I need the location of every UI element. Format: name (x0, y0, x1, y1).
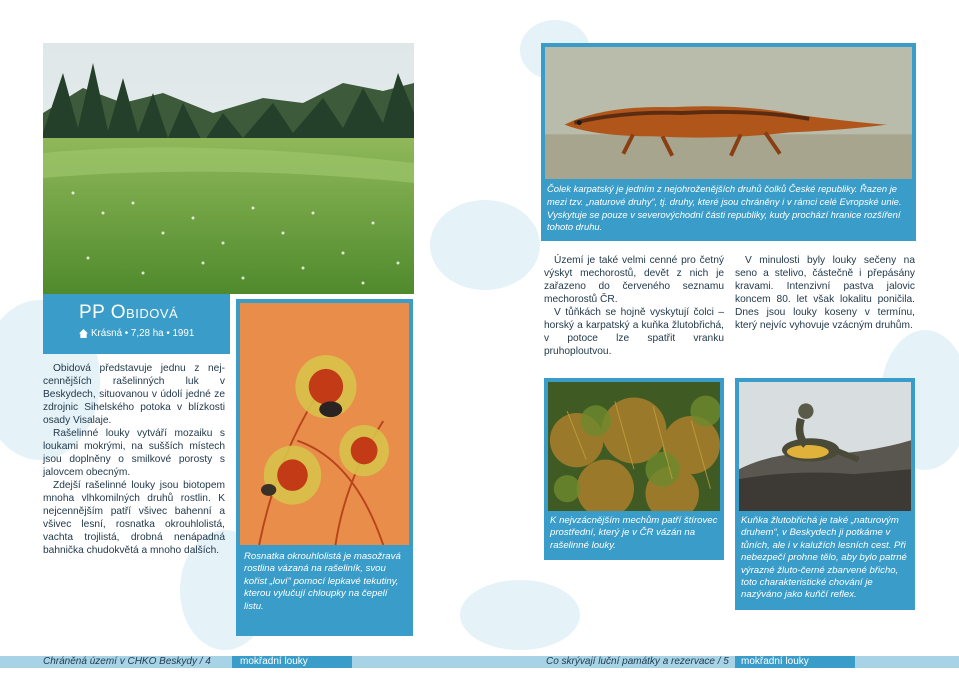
splash-decoration (460, 580, 580, 650)
meadow-photo (43, 43, 414, 294)
moss-photo (544, 378, 724, 511)
sundew-caption-box (236, 545, 413, 636)
reserve-title: PP Obidová (79, 302, 179, 323)
moss-caption: K nejvzácnějším mechům patří štírovec prostřední, který je v ČR vázán na rašelinné louky. (550, 515, 718, 551)
toad-caption: Kuňka žlutobřichá je také „naturovým druhem“, v Beskydech ji potkáme v tůních, ale i v kalužích lesních cest. Při nebezpečí prohne tělo, aby bylo patrné výrazné žluto-černé zbarvené břicho, toto charakteristické chování je nazýváno jako kuňčí reflex. (741, 515, 907, 601)
intro-paragraph: Obidová představuje jednu z nej-cennějších rašelinných luk v Beskydech, situovanou v údolí jedné ze zdrojnic Sihelského potoka v blízkosti osady Visalaje. (43, 363, 225, 426)
column-one-paragraph: Území je také velmi cenné pro četný výskyt mechorostů, devět z nich je zařazeno do červeného seznamu mechorostů ČR. (544, 255, 724, 305)
intro-text (43, 362, 225, 557)
newt-caption: Čolek karpatský je jedním z nejohroženějších druhů čolků České republiky. Řazen je mezi tzv. „naturové druhy“, tj. druhy, které jsou chráněny i v rámci celé Evropské unie. Vyskytuje se pouze v severovýchodní části republiky, kudy prochází hranice rozšíření tohoto druhu. (547, 183, 902, 233)
moss-caption-box (544, 511, 724, 560)
reserve-meta (79, 328, 230, 339)
intro-paragraph: Zdejší rašelinné louky jsou biotopem mnoha vlhkomilných druhů rostlin. K nejcennějším patří všivec bahenní a všivec lesní, rosnatka okrouhlolistá, vachta trojlistá, drobná nenápadná bahnička chudokvětá a mnoho dalších. (43, 480, 225, 556)
newt-photo (541, 43, 916, 179)
sundew-photo (236, 299, 413, 545)
footer-right-title: Co skrývají luční památky a rezervace / 5 (546, 656, 729, 667)
reserve-title-band (43, 294, 230, 354)
sundew-caption: Rosnatka okrouhlolistá je masožravá rostlina vázaná na rašeliník, svou kořist „loví“ pomocí lepkavé tekutiny, kterou vylučují chloupky na čepelí listu. (244, 551, 401, 612)
column-two-paragraph: V minulosti byly louky sečeny na seno a stelivo, částečně i přepásány kravami. Intenzivní pastva jalovic koncem 80. let však lokalitu poničila. Dnes jsou louky koseny v termínu, který nejvíc vyhovuje vzácným druhům. (735, 255, 915, 331)
reserve-meta-text: Krásná • 7,28 ha • 1991 (91, 328, 195, 339)
newt-caption-box (541, 179, 916, 241)
toad-photo (735, 378, 915, 511)
splash-decoration (430, 200, 540, 290)
column-one-paragraph: V tůňkách se hojně vyskytují čolci – horský a karpatský a kuňka žlutobřichá, v potoce lze spatřit vranku pruhoploutvou. (544, 307, 724, 357)
home-icon (79, 329, 88, 338)
footer-right-section: mokřadní louky (741, 656, 809, 667)
column-two-text (735, 254, 915, 332)
footer-left-section: mokřadní louky (240, 656, 308, 667)
column-one-text (544, 254, 724, 358)
footer-left-title: Chráněná území v CHKO Beskydy / 4 (43, 656, 211, 667)
toad-caption-box (735, 511, 915, 610)
intro-paragraph: Rašelinné louky vytváří mozaiku s loukami mokrými, na sušších místech jsou doplněny o smilkové porosty s jalovcem obecným. (43, 428, 225, 478)
